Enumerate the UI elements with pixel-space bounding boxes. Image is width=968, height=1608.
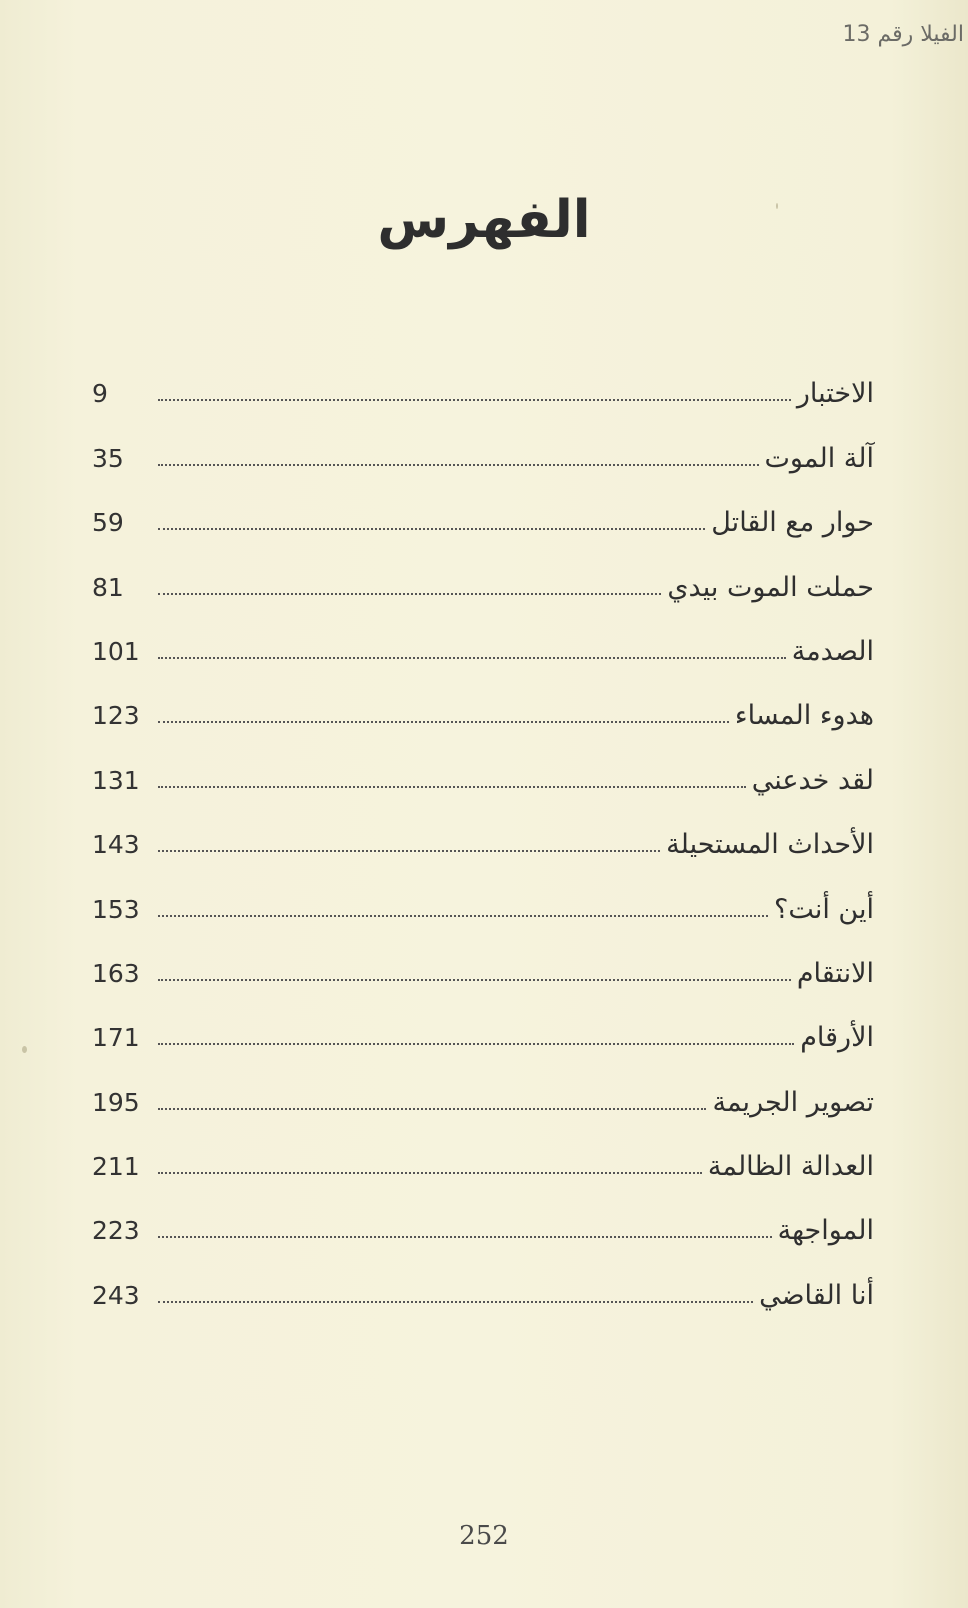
toc-chapter-title: لقد خدعني <box>751 764 874 796</box>
toc-entry <box>92 930 874 994</box>
dot-leader <box>158 399 791 401</box>
dot-leader <box>158 786 746 788</box>
toc-page-number: 35 <box>92 443 124 473</box>
page-number: 252 <box>459 1521 509 1551</box>
dot-leader <box>158 1172 702 1174</box>
paper-speck <box>776 203 778 209</box>
dot-leader <box>158 979 791 981</box>
toc-page-number: 223 <box>92 1216 140 1246</box>
toc-chapter-title: أنا القاضي <box>759 1279 874 1311</box>
toc-chapter-title: حملت الموت بيدي <box>667 571 874 603</box>
toc-page-number: 211 <box>92 1152 140 1182</box>
dot-leader <box>158 528 705 530</box>
toc-entry <box>92 736 874 800</box>
toc-entry <box>92 994 874 1058</box>
toc-page-number: 243 <box>92 1280 140 1310</box>
toc-entry <box>92 1251 874 1315</box>
table-of-contents <box>92 350 874 1316</box>
toc-page-number: 123 <box>92 701 140 731</box>
dot-leader <box>158 850 660 852</box>
toc-entry <box>92 672 874 736</box>
toc-page-number: 143 <box>92 830 140 860</box>
toc-entry <box>92 350 874 414</box>
toc-chapter-title: تصوير الجريمة <box>712 1086 874 1118</box>
dot-leader <box>158 464 759 466</box>
toc-page-number: 9 <box>92 379 108 409</box>
toc-entry <box>92 414 874 478</box>
toc-chapter-title: العدالة الظالمة <box>707 1151 874 1183</box>
dot-leader <box>158 915 768 917</box>
toc-page-number: 195 <box>92 1087 140 1117</box>
running-header: الفيلا رقم 13 <box>842 22 964 47</box>
dot-leader <box>158 657 786 659</box>
toc-chapter-title: الأرقام <box>800 1022 874 1054</box>
toc-chapter-title: حوار مع القاتل <box>711 507 874 539</box>
dot-leader <box>158 593 661 595</box>
toc-chapter-title: المواجهة <box>777 1215 874 1247</box>
dot-leader <box>158 721 729 723</box>
toc-entry <box>92 865 874 929</box>
toc-chapter-title: أين أنت؟ <box>773 893 874 925</box>
toc-chapter-title: هدوء المساء <box>734 700 874 732</box>
toc-page-number: 101 <box>92 636 140 666</box>
toc-page-number: 131 <box>92 765 140 795</box>
toc-entry <box>92 1187 874 1251</box>
toc-chapter-title: الصدمة <box>791 635 874 667</box>
paper-speck <box>22 1046 27 1053</box>
dot-leader <box>158 1108 706 1110</box>
toc-page-number: 81 <box>92 572 124 602</box>
toc-page-number: 171 <box>92 1023 140 1053</box>
toc-title: الفهرس <box>377 190 591 250</box>
toc-entry <box>92 608 874 672</box>
toc-chapter-title: الانتقام <box>796 957 874 989</box>
toc-page-number: 59 <box>92 508 124 538</box>
toc-chapter-title: آلة الموت <box>764 442 874 474</box>
toc-page-number: 153 <box>92 894 140 924</box>
toc-entry <box>92 1123 874 1187</box>
toc-entry <box>92 1058 874 1122</box>
toc-entry <box>92 801 874 865</box>
toc-page-number: 163 <box>92 958 140 988</box>
dot-leader <box>158 1043 794 1045</box>
toc-chapter-title: الأحداث المستحيلة <box>666 829 874 861</box>
dot-leader <box>158 1236 772 1238</box>
toc-entry <box>92 543 874 607</box>
toc-entry <box>92 479 874 543</box>
toc-chapter-title: الاختبار <box>796 378 874 410</box>
dot-leader <box>158 1301 753 1303</box>
